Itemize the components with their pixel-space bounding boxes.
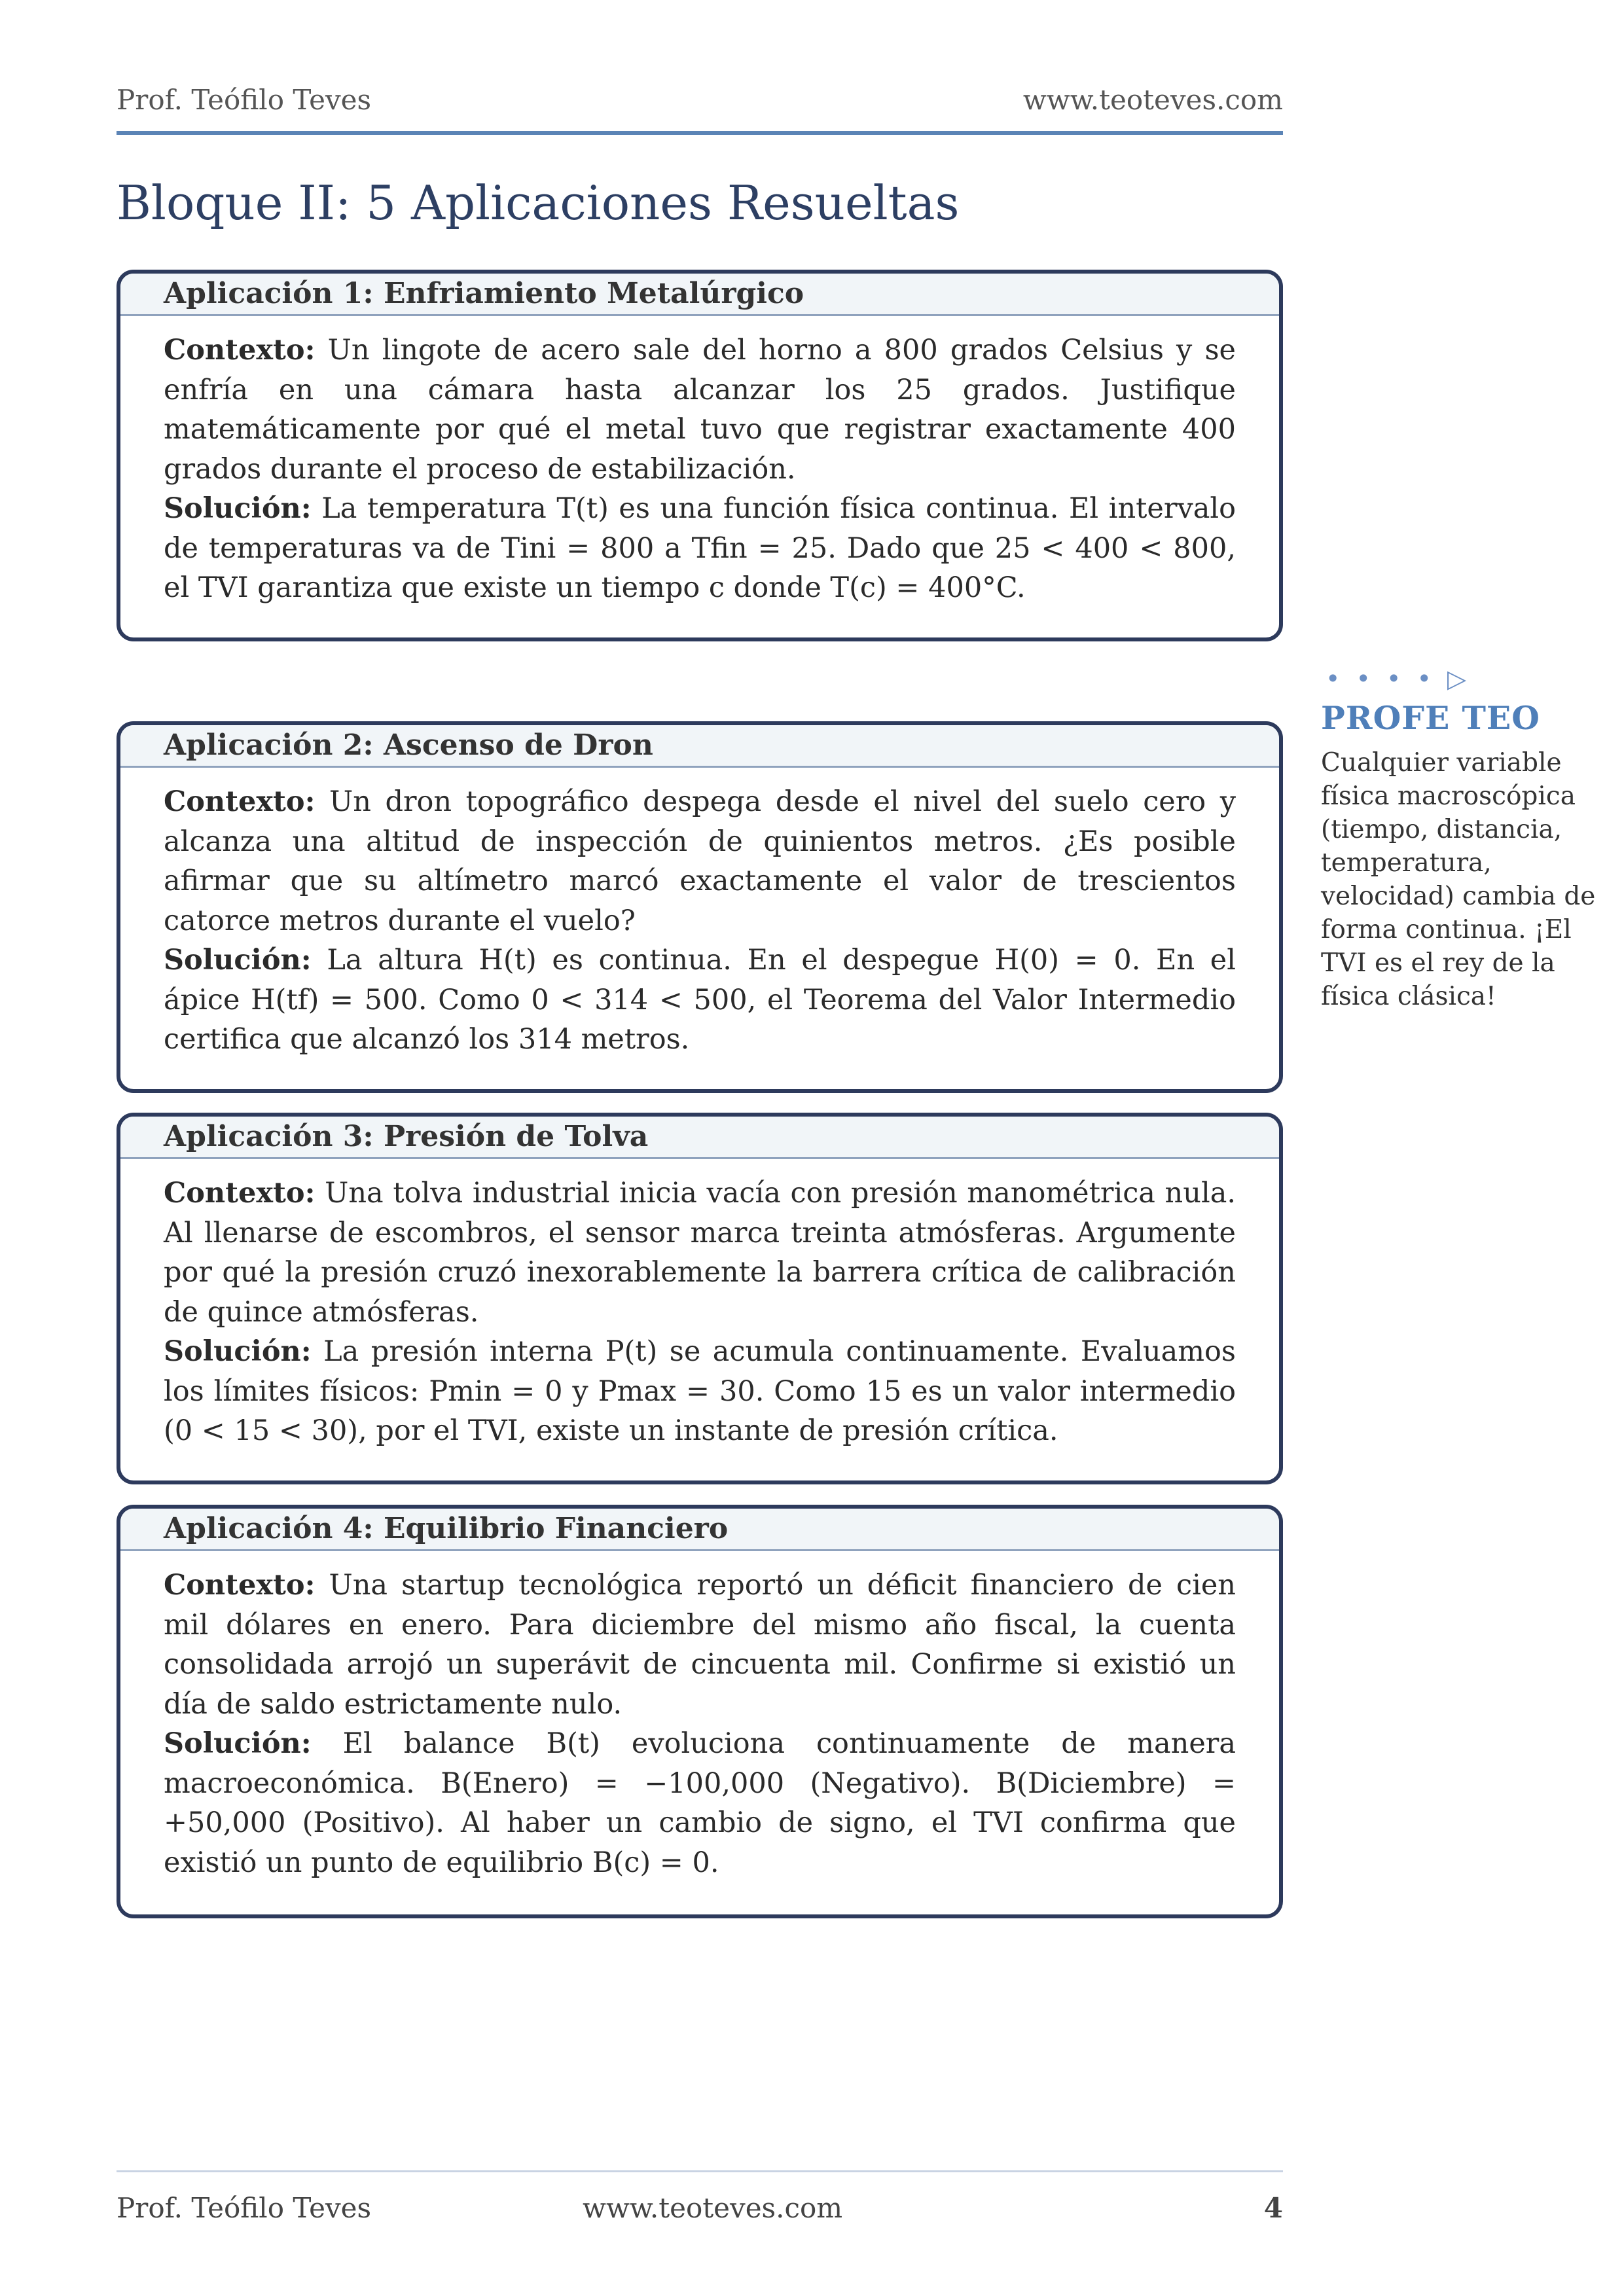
- application-context: [164, 782, 1236, 941]
- application-solution: [164, 941, 1236, 1060]
- sidenote-text: Cualquier variable física macroscópica (tiempo, distancia, temperatura, velocidad) cambia de forma continua. ¡El TVI es el rey de la física clásica!: [1321, 748, 1596, 1011]
- application-box-2: [117, 721, 1283, 1093]
- application-heading: Aplicación 4: Equilibrio Financiero: [120, 1509, 1279, 1551]
- context-text: Una startup tecnológica reportó un déficit financiero de cien mil dólares en enero. Para diciembre del mismo año fiscal, la cuenta consolidada arrojó un superávit de cincuenta mil. Confirme si existió un día de saldo estrictamente nulo.: [164, 1569, 1236, 1721]
- sidenote-title: PROFE TEO: [1321, 699, 1540, 737]
- solution-label: Solución:: [164, 492, 312, 525]
- solution-text: La altura H(t) es continua. En el despegue H(0) = 0. En el ápice H(tf) = 500. Como 0 < 314 < 500, el Teorema del Valor Intermedio certifica que alcanzó los 314 metros.: [164, 944, 1236, 1056]
- page-title: Bloque II: 5 Aplicaciones Resueltas: [117, 175, 960, 230]
- page-footer: [117, 2170, 1283, 2224]
- application-context: [164, 1174, 1236, 1332]
- application-heading: Aplicación 3: Presión de Tolva: [120, 1117, 1279, 1159]
- application-heading: Aplicación 2: Ascenso de Dron: [120, 725, 1279, 768]
- sidenote-arrow-icon: • • • • ▷: [1326, 664, 1471, 693]
- context-label: Contexto:: [164, 334, 316, 367]
- solution-text: La temperatura T(t) es una función física continua. El intervalo de temperaturas va de Tini = 800 a Tfin = 25. Dado que 25 < 400 < 800, el TVI garantiza que existe un tiempo c donde T(c) = 400°C.: [164, 492, 1236, 604]
- solution-label: Solución:: [164, 1335, 312, 1368]
- footer-website: www.teoteves.com: [583, 2192, 843, 2224]
- application-solution: [164, 1724, 1236, 1882]
- solution-text: La presión interna P(t) se acumula continuamente. Evaluamos los límites físicos: Pmin = 0 y Pmax = 30. Como 15 es un valor intermedio (0 < 15 < 30), por el TVI, existe un instante de presión crítica.: [164, 1335, 1236, 1447]
- footer-author: Prof. Teófilo Teves: [117, 2192, 372, 2224]
- solution-label: Solución:: [164, 944, 312, 977]
- application-heading: Aplicación 1: Enfriamiento Metalúrgico: [120, 274, 1279, 316]
- application-solution: [164, 1332, 1236, 1451]
- page-header: [117, 84, 1283, 135]
- context-text: Una tolva industrial inicia vacía con presión manométrica nula. Al llenarse de escombros, el sensor marca treinta atmósferas. Argumente por qué la presión cruzó inexorablemente la barrera crítica de calibración de quince atmósferas.: [164, 1177, 1236, 1329]
- application-context: [164, 1566, 1236, 1724]
- context-text: Un lingote de acero sale del horno a 800 grados Celsius y se enfría en una cámara hasta alcanzar los 25 grados. Justifique matemáticamente por qué el metal tuvo que registrar exactamente 400 grados durante el proceso de estabilización.: [164, 334, 1236, 486]
- application-box-4: [117, 1505, 1283, 1918]
- context-label: Contexto:: [164, 1177, 316, 1210]
- page-number: 4: [1263, 2192, 1283, 2224]
- header-website: www.teoteves.com: [1022, 84, 1283, 116]
- application-solution: [164, 489, 1236, 608]
- application-context: [164, 331, 1236, 489]
- application-box-1: [117, 270, 1283, 641]
- solution-label: Solución:: [164, 1727, 312, 1760]
- header-author: Prof. Teófilo Teves: [117, 84, 372, 116]
- context-text: Un dron topográfico despega desde el nivel del suelo cero y alcanza una altitud de inspección de quinientos metros. ¿Es posible afirmar que su altímetro marcó exactamente el valor de trescientos catorce metros durante el vuelo?: [164, 785, 1236, 937]
- application-box-3: [117, 1113, 1283, 1484]
- context-label: Contexto:: [164, 785, 316, 818]
- context-label: Contexto:: [164, 1569, 316, 1602]
- solution-text: El balance B(t) evoluciona continuamente de manera macroeconómica. B(Enero) = −100,000 (Negativo). B(Diciembre) = +50,000 (Positivo). Al haber un cambio de signo, el TVI confirma que existió un punto de equilibrio B(c) = 0.: [164, 1727, 1236, 1879]
